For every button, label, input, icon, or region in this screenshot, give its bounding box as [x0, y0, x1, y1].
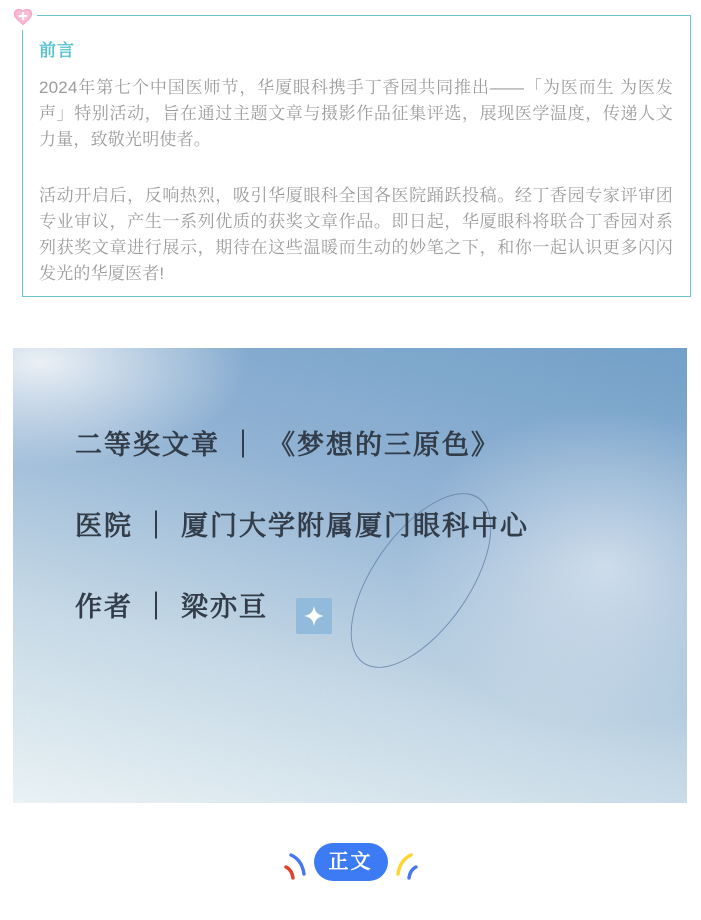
- preface-paragraph-1: 2024年第七个中国医师节，华厦眼科携手丁香园共同推出——「为医而生 为医发声」特别活动，旨在通过主题文章与摄影作品征集评选，展现医学温度，传递人文力量，致敬光明使者。: [39, 78, 673, 149]
- preface-box: [22, 15, 691, 297]
- hospital-line: 医院 ｜ 厦门大学附属厦门眼科中心: [75, 511, 530, 541]
- body-section-marker: [0, 843, 701, 884]
- body-text-button[interactable]: 正文: [314, 843, 388, 881]
- sparkle-icon: [296, 598, 332, 634]
- preface-paragraph-2: 活动开启后，反响热烈，吸引华厦眼科全国各医院踊跃投稿。经丁香园专家评审团专业审议，产生一系列优质的获奖文章作品。即日起，华厦眼科将联合丁香园对系列获奖文章进行展示，期待在这些温暖而生动的妙笔之下，和你一起认识更多闪闪发光的华厦医者!: [39, 186, 673, 283]
- heart-plus-icon: [9, 4, 37, 30]
- preface-heading: 前言: [39, 41, 75, 60]
- award-card: [13, 348, 687, 803]
- right-arcs-icon: [395, 852, 419, 884]
- author-line: 作者 ｜ 梁亦亘: [75, 592, 269, 622]
- ellipse-outline-decoration: [323, 470, 518, 691]
- grain-texture: [13, 348, 687, 803]
- award-title-line: 二等奖文章 ｜ 《梦想的三原色》: [75, 430, 501, 460]
- left-arcs-icon: [283, 852, 307, 884]
